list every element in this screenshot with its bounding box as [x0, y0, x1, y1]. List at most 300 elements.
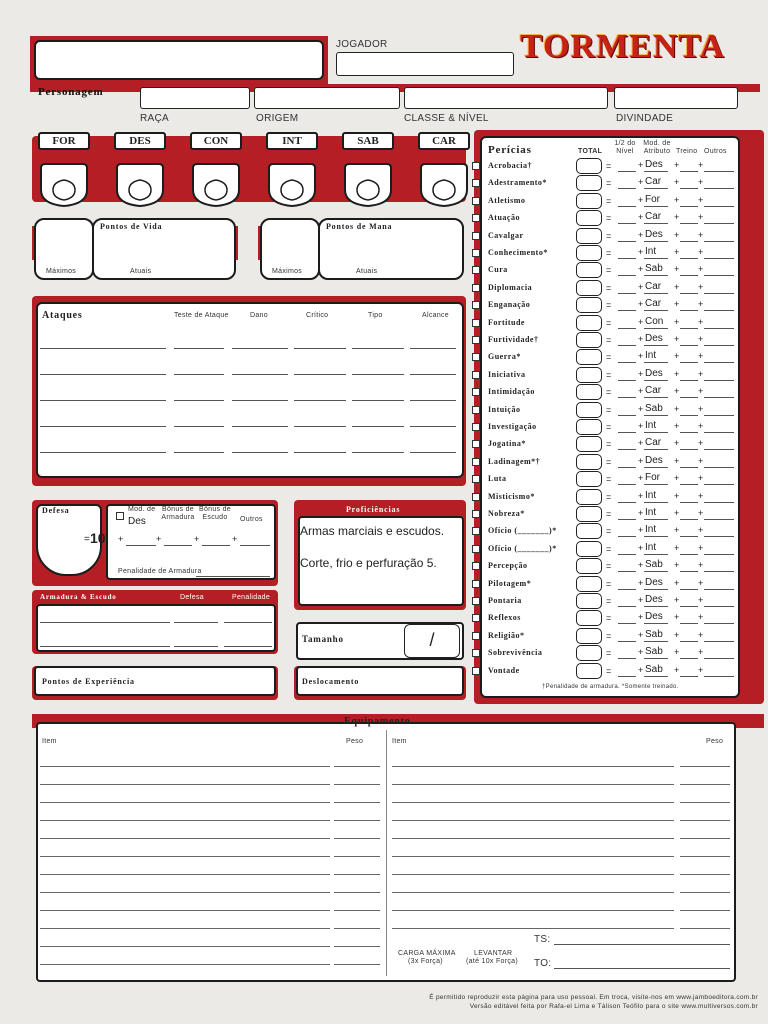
skill-attr-line: [644, 345, 668, 346]
skill-training-line[interactable]: [680, 536, 698, 537]
skill-half-level-line[interactable]: [618, 345, 636, 346]
equipment-row-line[interactable]: [334, 892, 380, 893]
skill-others-line[interactable]: [704, 188, 734, 189]
equipment-row-line[interactable]: [392, 838, 674, 839]
skill-row: [472, 471, 752, 488]
skill-training-line[interactable]: [680, 206, 698, 207]
skill-total-box[interactable]: [576, 228, 602, 244]
attack-row-line[interactable]: [294, 426, 346, 427]
skill-name: Nobreza*: [488, 509, 525, 518]
skill-attr: Des: [645, 333, 663, 344]
skill-trained-checkbox[interactable]: [472, 649, 480, 657]
skill-attr: Des: [645, 454, 663, 466]
equipment-row-line[interactable]: [334, 874, 380, 875]
equipment-row-line[interactable]: [40, 784, 330, 785]
skill-total-box[interactable]: [576, 610, 602, 626]
skill-others-line[interactable]: [704, 676, 734, 677]
equipment-row-line[interactable]: [334, 838, 380, 839]
armor-panel[interactable]: [36, 604, 276, 652]
equipment-row-line[interactable]: [680, 820, 730, 821]
skill-training-line[interactable]: [680, 328, 698, 329]
skill-half-level-line[interactable]: [618, 502, 636, 503]
skill-name: Misticismo*: [488, 491, 535, 501]
skill-half-level-line[interactable]: [618, 258, 636, 259]
skill-training-line[interactable]: [680, 554, 698, 555]
skill-equals: =: [606, 648, 612, 659]
attack-row-line[interactable]: [410, 374, 456, 375]
skill-total-box[interactable]: [576, 402, 602, 418]
equipment-row-line[interactable]: [680, 838, 730, 839]
skill-trained-checkbox[interactable]: [472, 284, 480, 292]
equipment-row-line[interactable]: [680, 892, 730, 893]
skill-others-line[interactable]: [704, 223, 734, 224]
skill-others-line[interactable]: [704, 449, 734, 450]
skill-attr-line: [644, 206, 668, 207]
equipment-row-line[interactable]: [392, 856, 674, 857]
skill-attr: Des: [645, 228, 663, 240]
ts-label: TS:: [534, 934, 551, 945]
skill-attr-line: [644, 641, 668, 642]
skill-others-line[interactable]: [704, 589, 734, 590]
skill-name: Adestramento*: [488, 178, 547, 188]
skill-others-line[interactable]: [704, 554, 734, 555]
equipment-row-line[interactable]: [392, 784, 674, 785]
skill-name: Ofício (_______)*: [488, 526, 557, 536]
skill-total-box[interactable]: [576, 541, 602, 557]
equipment-row-line[interactable]: [40, 964, 330, 965]
skill-half-level-line[interactable]: [618, 554, 636, 555]
attribute-con-value-box[interactable]: [191, 160, 241, 208]
equipment-row-line[interactable]: [40, 946, 330, 947]
equipment-row-line[interactable]: [334, 784, 380, 785]
attack-column-2: Crítico: [306, 312, 329, 319]
skill-total-box[interactable]: [576, 628, 602, 644]
skill-trained-checkbox[interactable]: [472, 336, 480, 344]
attack-row-line[interactable]: [352, 426, 404, 427]
size-field[interactable]: [404, 624, 460, 658]
skills-footnote: †Penalidade de armadura. *Somente treinado.: [542, 684, 679, 690]
skill-training-line[interactable]: [680, 467, 698, 468]
defense-line-4: [240, 545, 270, 546]
skill-trained-checkbox[interactable]: [472, 319, 480, 327]
deity-field[interactable]: [614, 87, 738, 109]
skill-total-box[interactable]: [576, 262, 602, 278]
attack-row-line[interactable]: [352, 452, 404, 453]
skill-attr-line: [644, 293, 668, 294]
race-field[interactable]: [140, 87, 250, 109]
skill-trained-checkbox[interactable]: [472, 249, 480, 257]
equipment-row-line[interactable]: [392, 802, 674, 803]
equipment-row-line[interactable]: [680, 856, 730, 857]
skill-name: Atuação: [488, 213, 520, 223]
skills-total-label: TOTAL: [578, 148, 603, 155]
equipment-row-line[interactable]: [334, 946, 380, 947]
skill-others-line[interactable]: [704, 502, 734, 503]
skill-row: [472, 541, 752, 558]
skill-others-line[interactable]: [704, 658, 734, 659]
attribute-sab-value-box[interactable]: [343, 160, 393, 208]
skill-half-level-line[interactable]: [618, 536, 636, 537]
skill-training-line[interactable]: [680, 171, 698, 172]
skill-plus: +: [698, 247, 704, 257]
skill-training-line[interactable]: [680, 397, 698, 398]
skill-trained-checkbox[interactable]: [472, 545, 480, 553]
skill-equals: =: [606, 161, 612, 171]
attribute-car-value-box[interactable]: [419, 160, 469, 208]
skill-total-box[interactable]: [576, 576, 602, 592]
attack-row-line[interactable]: [232, 348, 288, 349]
skill-trained-checkbox[interactable]: [472, 371, 480, 379]
skill-half-level-line[interactable]: [618, 658, 636, 659]
skill-plus: +: [698, 612, 704, 623]
skill-total-box[interactable]: [576, 175, 602, 191]
attack-row-line[interactable]: [174, 374, 224, 375]
skill-training-line[interactable]: [680, 641, 698, 642]
character-name-field[interactable]: [34, 40, 324, 80]
skill-half-level-line[interactable]: [618, 293, 636, 294]
skill-trained-checkbox[interactable]: [472, 510, 480, 518]
skill-row: [472, 349, 752, 366]
equipment-row-line[interactable]: [40, 910, 330, 911]
skill-plus: +: [698, 386, 704, 397]
skill-half-level-line[interactable]: [618, 415, 636, 416]
skill-others-line[interactable]: [704, 623, 734, 624]
class-level-field[interactable]: [404, 87, 608, 109]
skill-half-level-line[interactable]: [618, 362, 636, 363]
skill-half-level-line[interactable]: [618, 571, 636, 572]
prof-line-1: Armas marciais e escudos.: [300, 524, 445, 538]
skill-others-line[interactable]: [704, 275, 734, 276]
skill-trained-checkbox[interactable]: [472, 162, 480, 170]
skill-half-level-line[interactable]: [618, 589, 636, 590]
attribute-int-value-box[interactable]: [267, 160, 317, 208]
skill-others-line[interactable]: [704, 258, 734, 259]
to-label: TO:: [534, 958, 552, 969]
skill-training-line[interactable]: [680, 362, 698, 363]
skill-trained-checkbox[interactable]: [472, 301, 480, 309]
skill-trained-checkbox[interactable]: [472, 614, 480, 622]
attack-row-line[interactable]: [232, 426, 288, 427]
origin-field[interactable]: [254, 87, 400, 109]
attack-row-line[interactable]: [294, 400, 346, 401]
skill-trained-checkbox[interactable]: [472, 667, 480, 675]
skill-others-line[interactable]: [704, 171, 734, 172]
skill-trained-checkbox[interactable]: [472, 493, 480, 501]
skill-trained-checkbox[interactable]: [472, 458, 480, 466]
equipment-row-line[interactable]: [40, 856, 330, 857]
skill-others-line[interactable]: [704, 380, 734, 381]
skill-others-line[interactable]: [704, 484, 734, 485]
skill-half-level-line[interactable]: [618, 328, 636, 329]
skill-total-box[interactable]: [576, 558, 602, 574]
attack-row-line[interactable]: [410, 452, 456, 453]
skill-plus: +: [698, 455, 704, 466]
attack-row-line[interactable]: [174, 452, 224, 453]
attack-row-line[interactable]: [232, 374, 288, 375]
skill-trained-checkbox[interactable]: [472, 423, 480, 431]
skill-total-box[interactable]: [576, 349, 602, 365]
armor-title: Armadura & Escudo: [40, 593, 117, 601]
skill-trained-checkbox[interactable]: [472, 527, 480, 535]
skill-plus: +: [674, 264, 680, 275]
skill-trained-checkbox[interactable]: [472, 197, 480, 205]
equipment-row-line[interactable]: [392, 892, 674, 893]
skill-total-box[interactable]: [576, 245, 602, 261]
equipment-row-line[interactable]: [334, 802, 380, 803]
skill-plus: +: [638, 473, 644, 484]
skill-training-line[interactable]: [680, 432, 698, 433]
skill-total-box[interactable]: [576, 367, 602, 383]
skill-total-box[interactable]: [576, 523, 602, 539]
skill-half-level-line[interactable]: [618, 676, 636, 677]
skill-name: Conhecimento*: [488, 248, 548, 257]
equipment-row-line[interactable]: [680, 928, 730, 929]
skill-equals: =: [606, 248, 612, 258]
armor-line-6: [224, 646, 272, 647]
skill-equals: =: [606, 543, 612, 554]
skill-plus: +: [638, 595, 644, 605]
skill-half-level-line[interactable]: [618, 188, 636, 189]
skill-training-line[interactable]: [680, 380, 698, 381]
skill-trained-checkbox[interactable]: [472, 179, 480, 187]
skill-plus: +: [674, 490, 680, 501]
skill-training-line[interactable]: [680, 310, 698, 311]
attack-row-line[interactable]: [174, 400, 224, 401]
attack-row-line[interactable]: [410, 348, 456, 349]
skill-half-level-line[interactable]: [618, 449, 636, 450]
skill-training-line[interactable]: [680, 258, 698, 259]
skill-equals: =: [606, 526, 612, 537]
skill-training-line[interactable]: [680, 676, 698, 677]
skill-others-line[interactable]: [704, 519, 734, 520]
equipment-row-line[interactable]: [680, 802, 730, 803]
skill-name: Intimidação: [488, 387, 535, 397]
equipment-row-line[interactable]: [40, 766, 330, 767]
armor-bonus-label: Bônus de Armadura: [161, 506, 195, 521]
attack-row-line[interactable]: [410, 400, 456, 401]
skill-half-level-line[interactable]: [618, 467, 636, 468]
attack-row-line[interactable]: [232, 400, 288, 401]
skill-plus: +: [638, 212, 644, 223]
skill-plus: +: [698, 334, 704, 344]
skill-half-level-line[interactable]: [618, 310, 636, 311]
skill-others-line[interactable]: [704, 362, 734, 363]
skill-training-line[interactable]: [680, 223, 698, 224]
attack-row-line[interactable]: [294, 348, 346, 349]
attack-column-4: Alcance: [422, 312, 450, 319]
equipment-row-line[interactable]: [40, 928, 330, 929]
skill-name: Acrobacia†: [488, 161, 532, 170]
skill-total-box[interactable]: [576, 436, 602, 452]
attack-row-line[interactable]: [40, 374, 166, 375]
logo-text: TORMENTA: [520, 28, 726, 65]
skill-half-level-line[interactable]: [618, 623, 636, 624]
player-field[interactable]: [336, 52, 514, 76]
equipment-row-line[interactable]: [680, 784, 730, 785]
skill-plus: +: [674, 334, 680, 344]
skill-row: [472, 663, 752, 680]
attack-row-line[interactable]: [352, 348, 404, 349]
skill-trained-checkbox[interactable]: [472, 388, 480, 396]
attack-row-line[interactable]: [40, 400, 166, 401]
skill-total-box[interactable]: [576, 419, 602, 435]
skill-half-level-line[interactable]: [618, 380, 636, 381]
skill-attr-line: [644, 415, 668, 416]
skill-total-box[interactable]: [576, 210, 602, 226]
skill-row: [472, 402, 752, 419]
equipment-row-line[interactable]: [40, 838, 330, 839]
skill-total-box[interactable]: [576, 471, 602, 487]
equipment-row-line[interactable]: [680, 874, 730, 875]
skill-total-box[interactable]: [576, 158, 602, 174]
skill-training-line[interactable]: [680, 623, 698, 624]
skill-half-level-line[interactable]: [618, 432, 636, 433]
skill-half-level-line[interactable]: [618, 275, 636, 276]
skill-trained-checkbox[interactable]: [472, 597, 480, 605]
attack-row-line[interactable]: [40, 426, 166, 427]
equip-divider: [386, 730, 387, 976]
skill-plus: +: [698, 542, 704, 553]
skill-training-line[interactable]: [680, 589, 698, 590]
attack-row-line[interactable]: [232, 452, 288, 453]
skill-equals: =: [606, 474, 612, 485]
skill-total-box[interactable]: [576, 663, 602, 679]
attack-row-line[interactable]: [352, 400, 404, 401]
skill-training-line[interactable]: [680, 658, 698, 659]
equipment-row-line[interactable]: [334, 766, 380, 767]
skill-equals: =: [606, 630, 612, 641]
skill-total-box[interactable]: [576, 384, 602, 400]
skill-trained-checkbox[interactable]: [472, 353, 480, 361]
skill-training-line[interactable]: [680, 188, 698, 189]
skill-training-line[interactable]: [680, 449, 698, 450]
attack-row-line[interactable]: [40, 452, 166, 453]
skill-training-line[interactable]: [680, 606, 698, 607]
equipment-row-line[interactable]: [334, 964, 380, 965]
skill-others-line[interactable]: [704, 328, 734, 329]
equipment-row-line[interactable]: [40, 892, 330, 893]
skill-trained-checkbox[interactable]: [472, 632, 480, 640]
equipment-row-line[interactable]: [392, 874, 674, 875]
skill-plus: +: [638, 368, 644, 379]
skill-half-level-line[interactable]: [618, 171, 636, 172]
skill-half-level-line[interactable]: [618, 223, 636, 224]
skill-half-level-line[interactable]: [618, 641, 636, 642]
skill-trained-checkbox[interactable]: [472, 562, 480, 570]
attack-row-line[interactable]: [352, 374, 404, 375]
skill-total-box[interactable]: [576, 193, 602, 209]
equipment-row-line[interactable]: [392, 910, 674, 911]
skill-training-line[interactable]: [680, 571, 698, 572]
equipment-row-line[interactable]: [392, 766, 674, 767]
skill-total-box[interactable]: [576, 454, 602, 470]
skill-name: Fortitude: [488, 317, 525, 327]
equipment-row-line[interactable]: [392, 928, 674, 929]
skill-training-line[interactable]: [680, 293, 698, 294]
skill-half-level-line[interactable]: [618, 484, 636, 485]
skill-training-line[interactable]: [680, 345, 698, 346]
skill-total-box[interactable]: [576, 297, 602, 313]
skill-plus: +: [698, 577, 704, 588]
skill-training-line[interactable]: [680, 241, 698, 242]
skill-training-line[interactable]: [680, 484, 698, 485]
equipment-row-line[interactable]: [680, 766, 730, 767]
skill-half-level-line[interactable]: [618, 206, 636, 207]
equipment-row-line[interactable]: [334, 820, 380, 821]
skill-others-line[interactable]: [704, 606, 734, 607]
skill-training-line[interactable]: [680, 275, 698, 276]
dex-checkbox[interactable]: [116, 512, 124, 520]
skill-others-line[interactable]: [704, 536, 734, 537]
attack-row-line[interactable]: [294, 452, 346, 453]
skill-total-box[interactable]: [576, 489, 602, 505]
equipment-row-line[interactable]: [40, 874, 330, 875]
skill-others-line[interactable]: [704, 397, 734, 398]
skill-training-line[interactable]: [680, 415, 698, 416]
skill-attr: Int: [645, 246, 657, 257]
skill-plus: +: [674, 229, 680, 240]
skill-total-box[interactable]: [576, 280, 602, 296]
skill-trained-checkbox[interactable]: [472, 406, 480, 414]
skill-trained-checkbox[interactable]: [472, 214, 480, 222]
skill-others-line[interactable]: [704, 467, 734, 468]
skill-trained-checkbox[interactable]: [472, 266, 480, 274]
defense-line-2: [164, 545, 192, 546]
equipment-row-line[interactable]: [334, 856, 380, 857]
skill-attr: Sab: [645, 663, 663, 675]
skill-others-line[interactable]: [704, 241, 734, 242]
equipment-row-line[interactable]: [680, 910, 730, 911]
attack-row-line[interactable]: [410, 426, 456, 427]
skill-half-level-line[interactable]: [618, 241, 636, 242]
skill-total-box[interactable]: [576, 506, 602, 522]
skill-trained-checkbox[interactable]: [472, 580, 480, 588]
equipment-row-line[interactable]: [392, 820, 674, 821]
skill-half-level-line[interactable]: [618, 519, 636, 520]
skill-others-line[interactable]: [704, 206, 734, 207]
skill-others-line[interactable]: [704, 293, 734, 294]
skill-trained-checkbox[interactable]: [472, 232, 480, 240]
skill-others-line[interactable]: [704, 571, 734, 572]
skill-half-level-line[interactable]: [618, 397, 636, 398]
attack-row-line[interactable]: [294, 374, 346, 375]
skill-total-box[interactable]: [576, 332, 602, 348]
skill-trained-checkbox[interactable]: [472, 440, 480, 448]
attribute-for-value-box[interactable]: [39, 160, 89, 208]
skill-others-line[interactable]: [704, 432, 734, 433]
skill-total-box[interactable]: [576, 593, 602, 609]
equipment-row-line[interactable]: [40, 802, 330, 803]
attack-row-line[interactable]: [40, 348, 166, 349]
skill-trained-checkbox[interactable]: [472, 475, 480, 483]
skill-total-box[interactable]: [576, 645, 602, 661]
skill-row: [472, 558, 752, 575]
attribute-des-value-box[interactable]: [115, 160, 165, 208]
equipment-row-line[interactable]: [334, 928, 380, 929]
attack-row-line[interactable]: [174, 426, 224, 427]
skill-half-level-line[interactable]: [618, 606, 636, 607]
skill-others-line[interactable]: [704, 310, 734, 311]
equipment-row-line[interactable]: [40, 820, 330, 821]
skill-training-line[interactable]: [680, 502, 698, 503]
skill-total-box[interactable]: [576, 315, 602, 331]
skill-others-line[interactable]: [704, 345, 734, 346]
attack-row-line[interactable]: [174, 348, 224, 349]
skill-others-line[interactable]: [704, 415, 734, 416]
skill-training-line[interactable]: [680, 519, 698, 520]
skill-others-line[interactable]: [704, 641, 734, 642]
equipment-row-line[interactable]: [334, 910, 380, 911]
